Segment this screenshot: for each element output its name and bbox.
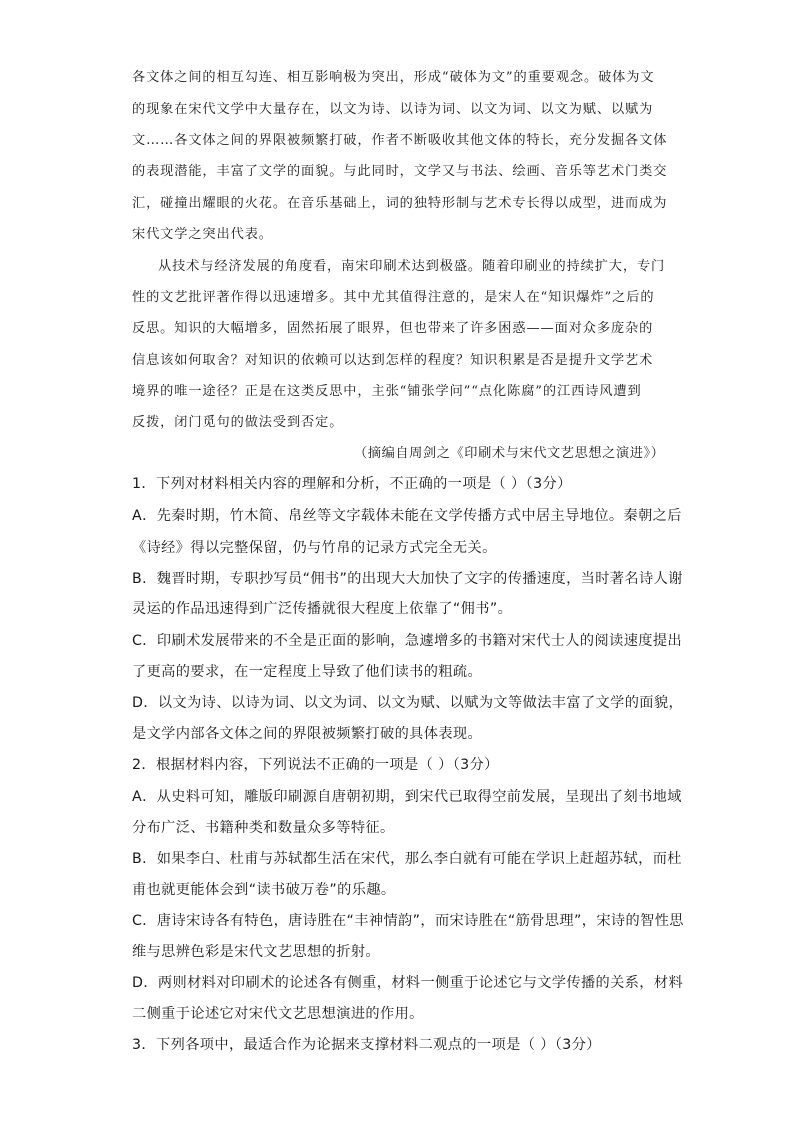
passage-line: 文……各文体之间的界限被频繁打破，作者不断吸收其他文体的特长，充分发掘各文体 <box>132 133 668 148</box>
passage-line: 的现象在宋代文学中大量存在，以文为诗、以诗为词、以文为词、以文为赋、以赋为 <box>132 102 654 117</box>
question-1-option-c: C．印刷术发展带来的不全是正面的影响，急遽增多的书籍对宋代士人的阅读速度提出 <box>132 633 683 649</box>
question-3-stem: 3．下列各项中，最适合作为论据来支撑材料二观点的一项是（ ）（3分） <box>132 1037 601 1053</box>
passage-line: 性的文艺批评著作得以迅速增多。其中尤其值得注意的，是宋人在“知识爆炸”之后的 <box>132 290 655 305</box>
passage-line: 的表现潜能，丰富了文学的面貌。与此同时，文学又与书法、绘画、音乐等艺术门类交 <box>132 164 668 179</box>
question-1-option-c-cont: 了更高的要求，在一定程度上导致了他们读书的粗疏。 <box>132 664 483 680</box>
passage-line: 反拨，闭门觅句的做法受到否定。 <box>132 415 344 430</box>
question-1-option-a-cont: 《诗经》得以完整保留，仍与竹帛的记录方式完全无关。 <box>132 540 497 556</box>
question-1-option-b: B．魏晋时期，专职抄写员“佣书”的出现大大加快了文字的传播速度，当时著名诗人谢 <box>132 571 683 587</box>
question-2-option-d-cont: 二侧重于论述它对宋代文艺思想演进的作用。 <box>132 1006 424 1022</box>
question-2-option-b: B．如果李白、杜甫与苏轼都生活在宋代，那么李白就有可能在学识上赶超苏轼，而杜 <box>132 851 682 867</box>
question-2-option-a: A．从史料可知，雕版印刷源自唐朝初期，到宋代已取得空前发展，呈现出了刻书地域 <box>132 789 682 805</box>
passage-line: 境界的唯一途径？正是在这类反思中，主张“铺张学问”“点化陈腐”的江西诗风遭到 <box>132 384 642 399</box>
question-2-option-c-cont: 维与思辨色彩是宋代文艺思想的折射。 <box>132 944 380 960</box>
passage-line: 反思。知识的大幅增多，固然拓展了眼界，但也带来了许多困惑——面对众多庞杂的 <box>132 321 654 336</box>
passage-line: 宋代文学之突出代表。 <box>132 227 273 242</box>
question-1-option-b-cont: 灵运的作品迅速得到广泛传播就很大程度上依靠了“佣书”。 <box>132 601 513 617</box>
passage-line: 从技术与经济发展的角度看，南宋印刷术达到极盛。随着印刷业的持续扩大，专门 <box>158 259 666 274</box>
question-2-stem: 2．根据材料内容，下列说法不正确的一项是（ ）（3分） <box>132 757 499 773</box>
passage-source: （摘编自周剑之《印刷术与宋代文艺思想之演进》） <box>354 446 665 461</box>
question-1-option-a: A．先秦时期，竹木简、帛丝等文字载体未能在文学传播方式中居主导地位。秦朝之后 <box>132 508 682 524</box>
passage-line: 信息该如何取舍？对知识的依赖可以达到怎样的程度？知识积累是否是提升文学艺术 <box>132 353 654 368</box>
passage-line: 各文体之间的相互勾连、相互影响极为突出，形成“破体为文”的重要观念。破体为文 <box>132 70 655 85</box>
question-2-option-b-cont: 甫也就更能体会到“读书破万卷”的乐趣。 <box>132 882 396 898</box>
question-2-option-d: D．两则材料对印刷术的论述各有侧重，材料一侧重于论述它与文学传播的关系，材料 <box>132 975 684 991</box>
question-1-option-d-cont: 是文学内部各文体之间的界限被频繁打破的具体表现。 <box>132 726 483 742</box>
passage-line: 汇，碰撞出耀眼的火花。在音乐基础上，词的独特形制与艺术专长得以成型，进而成为 <box>132 196 668 211</box>
question-1-stem: 1．下列对材料相关内容的理解和分析，不正确的一项是（ ）（3分） <box>132 476 572 492</box>
question-2-option-c: C．唐诗宋诗各有特色，唐诗胜在“丰神情韵”，而宋诗胜在“筋骨思理”，宋诗的智性思 <box>132 913 684 929</box>
question-2-option-a-cont: 分布广泛、书籍种类和数量众多等特征。 <box>132 820 395 836</box>
question-1-option-d: D．以文为诗、以诗为词、以文为词、以文为赋、以赋为文等做法丰富了文学的面貌， <box>132 695 684 711</box>
